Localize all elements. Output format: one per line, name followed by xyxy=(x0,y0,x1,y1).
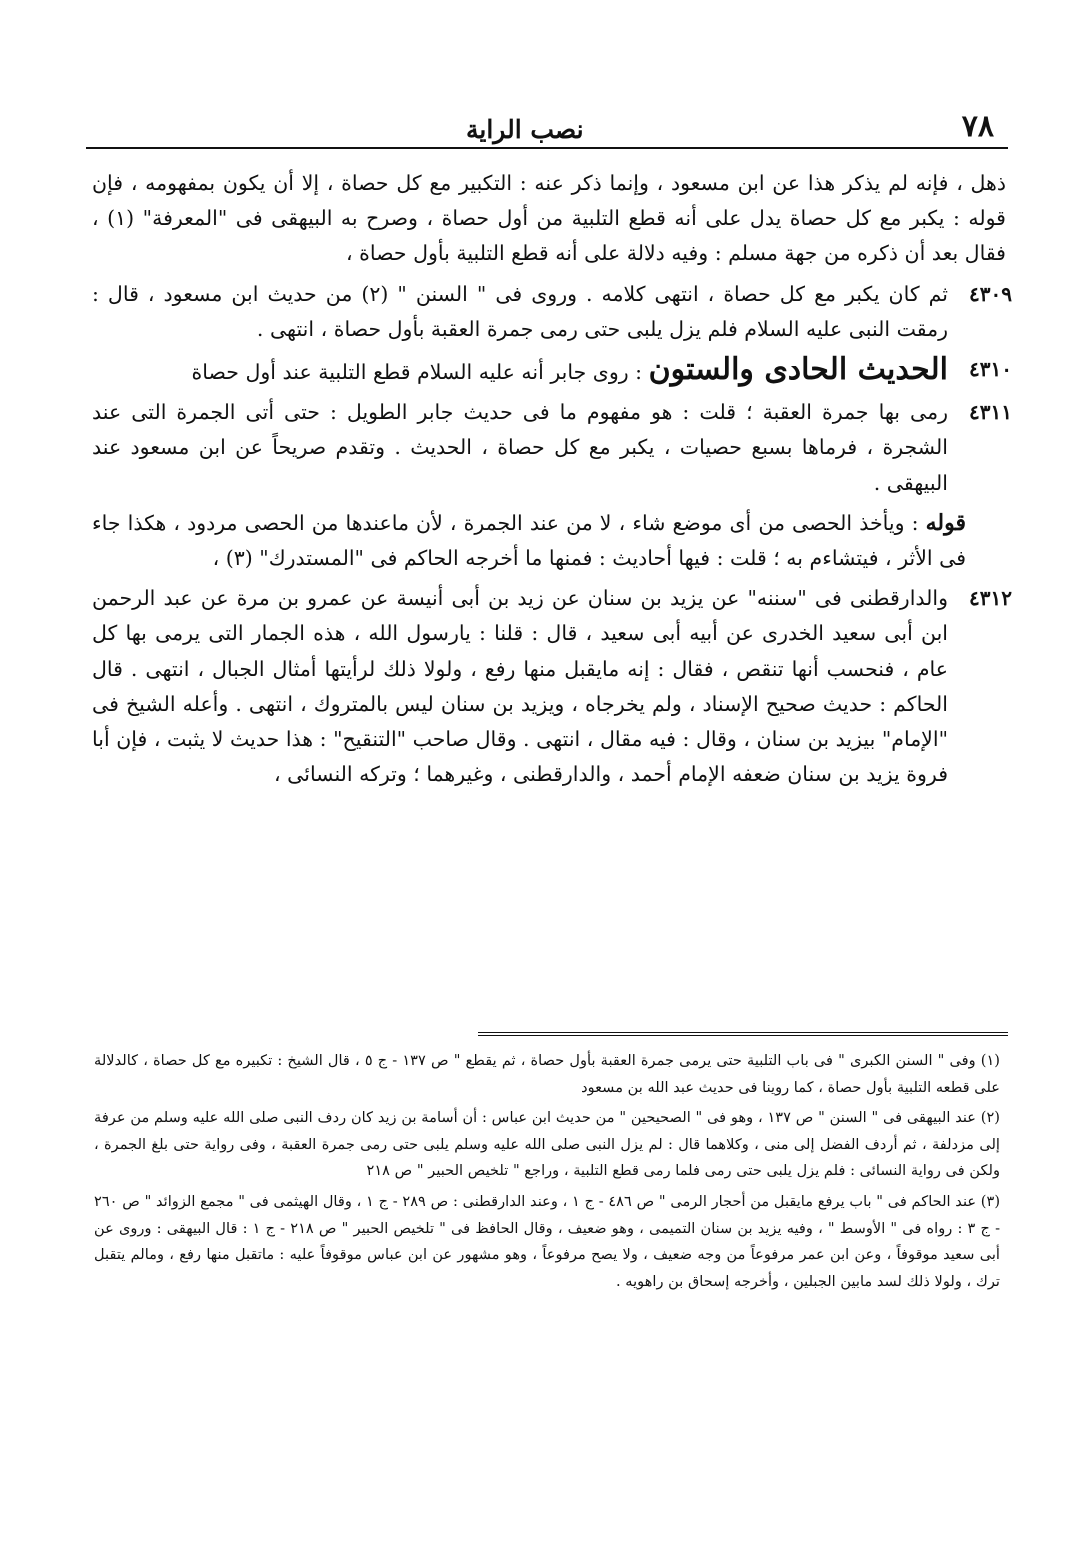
hadith-number-4310: ٤٣١٠ xyxy=(969,357,1012,382)
running-title: نصب الراية xyxy=(466,115,584,144)
hadith-number-4311: ٤٣١١ xyxy=(969,400,1012,425)
paragraph-qawl xyxy=(92,506,1006,576)
page-number: ٧٨ xyxy=(961,109,994,144)
hadith-number-4309: ٤٣٠٩ xyxy=(969,281,1012,306)
paragraph-4309-text: ثم كان يكبر مع كل حصاة ، انتهى كلامه . وروى فى " السنن " (٢) من حديث ابن مسعود ، قال : رمقت النبى عليه السلام فلم يزل يلبى حتى رمى جمرة العقبة بأول حصاة ، انتهى . xyxy=(92,281,948,341)
paragraph-1-text: ذهل ، فإنه لم يذكر هذا عن ابن مسعود ، وإنما ذكر عنه : التكبير مع كل حصاة ، إلا أن يكون بمفهومه ، فإن قوله : يكبر مع كل حصاة يدل على أنه قطع التلبية من أول حصاة ، وصرح به البيهقى فى "المعرفة" (١) ، فقال بعد أن ذكره من جهة مسلم : وفيه دلالة على أنه قطع التلبية بأول حصاة ، xyxy=(92,171,1006,266)
paragraph-qawl-text: : ويأخذ الحصى من أى موضع شاء ، لا من عند الجمرة ، لأن ماعندها من الحصى مردود ، هكذا جاء فى الأثر ، فيتشاءم به ؛ قلت : فيها أحاديث : فمنها ما أخرجه الحاكم فى "المستدرك" (٣) ، xyxy=(92,510,966,571)
paragraph-4311-text: رمى بها جمرة العقبة ؛ قلت : هو مفهوم ما فى حديث جابر الطويل : حتى أتى الجمرة التى عند الشجرة ، فرماها بسبع حصيات ، يكبر مع كل حصاة ، الحديث . وتقدم صريحاً عن ابن مسعود عند البيهقى . xyxy=(92,400,948,495)
paragraph-4309 xyxy=(92,277,1012,347)
paragraph-1 xyxy=(92,166,1006,272)
header-rule xyxy=(86,147,1008,149)
main-text xyxy=(92,166,1012,792)
footnote-separator xyxy=(478,1032,1008,1038)
paragraph-4310-text: : روى جابر أنه عليه السلام قطع التلبية عند أول حصاة xyxy=(191,360,649,385)
page-header xyxy=(86,96,1008,144)
section-heading: الحديث الحادى والستون xyxy=(648,352,948,388)
paragraph-4312-text: والدارقطنى فى "سننه" عن يزيد بن سنان عن زيد بن أبى أنيسة عن عمرو بن مرة عن عبد الرحمن ابن أبى سعيد الخدرى عن أبيه أبى سعيد ، قال : قلنا : يارسول الله ، هذه الجمار التى يرمى بها كل عام ، فنحسب أنها تنقص ، فقال : إنه مايقبل منها رفع ، ولولا ذلك لرأيتها أمثال الجبال ، انتهى . قال الحاكم : حديث صحيح الإسناد ، ولم يخرجاه ، ويزيد بن سنان ليس بالمتروك ، انتهى . وأعله الشيخ فى "الإمام" بيزيد بن سنان ، وقال : فيه مقال ، انتهى . وقال صاحب "التنقيح" : هذا حديث لا يثبت ، فإن أبا فروة يزيد بن سنان ضعفه الإمام أحمد ، والدارقطنى ، وغيرهما ؛ وتركه النسائى ، xyxy=(92,586,948,787)
hadith-number-4312: ٤٣١٢ xyxy=(969,586,1012,611)
footnote-1: (١) وفى " السنن الكبرى " فى باب التلبية حتى يرمى جمرة العقبة بأول حصاة ، ثم يقطع " ص ١٣٧ - ج ٥ ، قال الشيخ : تكبيره مع كل حصاة ، كالدلالة على قطعه التلبية بأول حصاة ، كما روينا فى حديث عبد الله بن مسعود xyxy=(94,1052,1000,1096)
paragraph-4311 xyxy=(92,395,1012,501)
paragraph-4312 xyxy=(92,581,1012,792)
paragraph-4310 xyxy=(92,352,1012,390)
footnote-2: (٢) عند البيهقى فى " السنن " ص ١٣٧ ، وهو فى " الصحيحين " من حديث ابن عباس : أن أسامة بن زيد كان ردف النبى صلى الله عليه وسلم من عرفة إلى مزدلفة ، ثم أردف الفضل إلى منى ، وكلاهما قال : لم يزل النبى صلى الله عليه وسلم يلبى حتى رمى جمرة العقبة ، وفى رواية حتى بلغ الجمرة ، ولكن فى رواية النسائى : فلم يزل يلبى حتى رمى فلما رمى قطع التلبية ، وراجع " تلخيص الحبير " ص ٢١٨ xyxy=(94,1109,1000,1180)
footnotes xyxy=(94,1048,1000,1299)
footnote-3: (٣) عند الحاكم فى " باب يرفع مايقبل من أحجار الرمى " ص ٤٨٦ - ج ١ ، وعند الدارقطنى : ص ٢٨٩ - ج ١ ، وقال الهيثمى فى " مجمع الزوائد " ص ٢٦٠ - ج ٣ : رواه فى " الأوسط " ، وفيه يزيد بن سنان التميمى ، وهو ضعيف ، وقال الحافظ فى " تلخيص الحبير " ص ٢١٨ - ج ١ : قال البيهقى : وروى عن أبى سعيد موقوفاً ، وعن ابن عمر مرفوعاً من وجه ضعيف ، ولا يصح مرفوعاً ، وهو مشهور عن ابن عباس موقوفاً عليه : ماتقبل منها رفع ، ومالم يتقبل ترك ، ولولا ذلك لسد مابين الجبلين ، وأخرجه إسحاق بن راهويه . xyxy=(94,1192,1001,1290)
qawl-label: قوله xyxy=(925,509,966,536)
